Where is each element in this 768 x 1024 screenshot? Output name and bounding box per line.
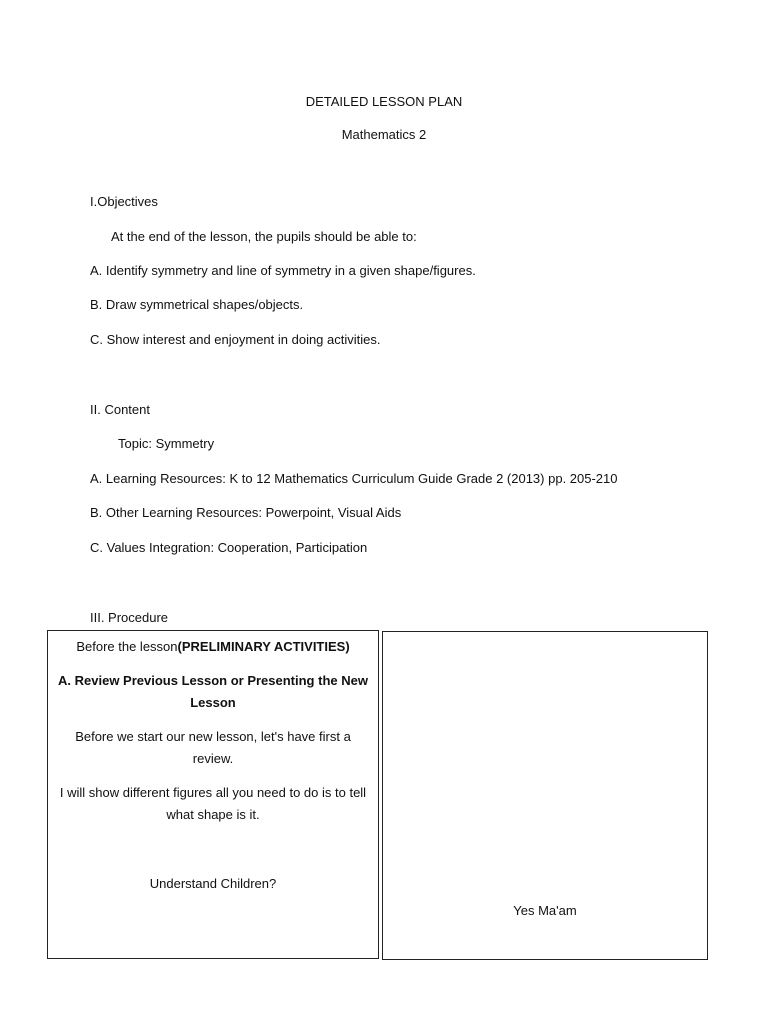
section-a-heading: A. Review Previous Lesson or Presenting the New Lesson (58, 673, 368, 710)
teacher-activity-cell (47, 630, 379, 959)
objective-item: A. Identify symmetry and line of symmetry in a given shape/figures. (90, 263, 476, 278)
preliminary-activities-label: (PRELIMINARY ACTIVITIES) (177, 639, 350, 654)
document-subtitle: Mathematics 2 (341, 127, 427, 142)
content-topic: Topic: Symmetry (118, 436, 215, 451)
review-intro-text: Before we start our new lesson, let's have first a review. (75, 729, 351, 766)
objective-item: B. Draw symmetrical shapes/objects. (90, 297, 304, 312)
content-item: B. Other Learning Resources: Powerpoint, Visual Aids (90, 505, 402, 520)
before-lesson-label: Before the lesson (76, 639, 178, 654)
pupil-activity-cell (382, 631, 708, 960)
content-item: A. Learning Resources: K to 12 Mathematics Curriculum Guide Grade 2 (2013) pp. 205-210 (90, 471, 618, 486)
objectives-intro: At the end of the lesson, the pupils should be able to: (111, 229, 417, 244)
teacher-question: Understand Children? (149, 876, 277, 891)
content-heading: II. Content (90, 402, 150, 417)
before-lesson-line (48, 636, 378, 658)
review-instructions-text: I will show different figures all you need to do is to tell what shape is it. (59, 785, 367, 822)
content-item: C. Values Integration: Cooperation, Participation (90, 540, 368, 555)
procedure-heading: III. Procedure (90, 610, 169, 625)
pupil-response: Yes Ma'am (513, 903, 577, 918)
objectives-heading: I.Objectives (90, 194, 158, 209)
document-title: DETAILED LESSON PLAN (305, 94, 463, 109)
objective-item: C. Show interest and enjoyment in doing activities. (90, 332, 381, 347)
